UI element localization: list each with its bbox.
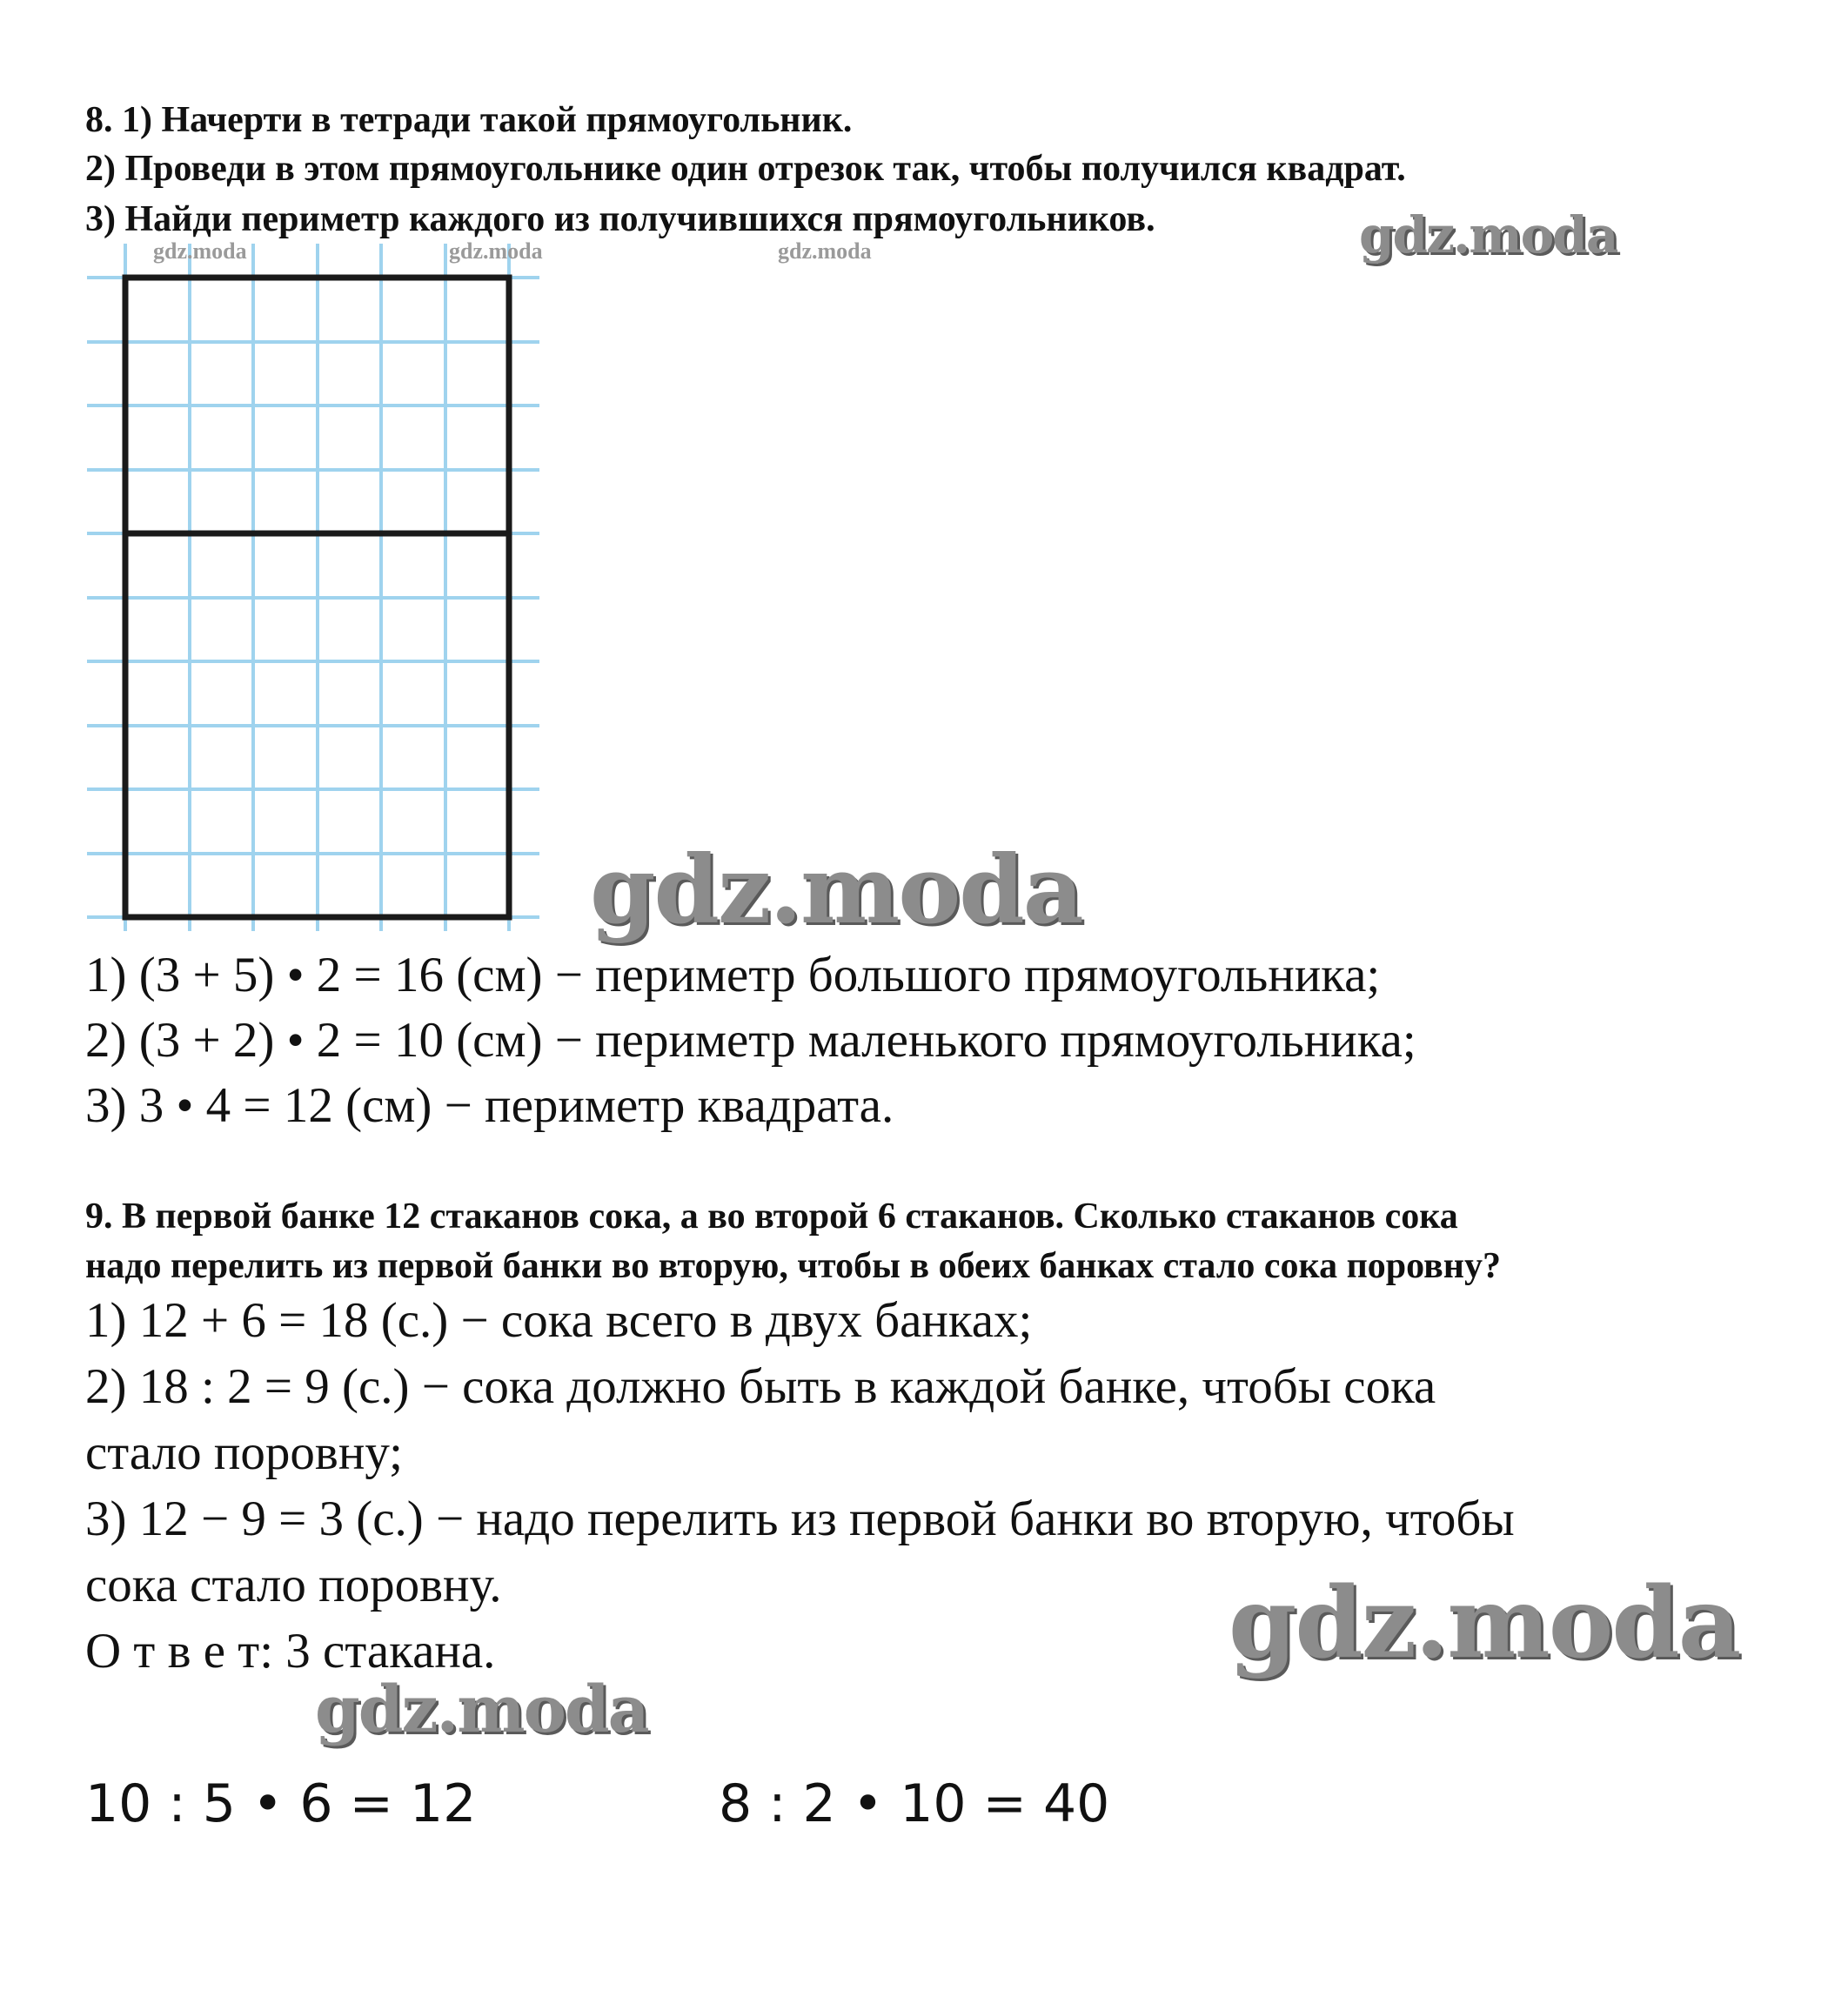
task9-answer-line-1: 1) 12 + 6 = 18 (с.) − сока всего в двух банках; [85, 1293, 1033, 1348]
task8-answer-line-2: 2) (3 + 2) • 2 = 10 (см) − периметр маленького прямоугольника; [85, 1013, 1416, 1068]
task9-answer-line-2: 2) 18 : 2 = 9 (с.) − сока должно быть в каждой банке, чтобы сока [85, 1359, 1436, 1414]
watermark-small-1: gdz.moda [153, 238, 247, 264]
task8-answer-line-3: 3) 3 • 4 = 12 (см) − периметр квадрата. [85, 1078, 894, 1133]
task9-answer-line-3: стало поровну; [85, 1425, 403, 1480]
watermark-small-3: gdz.moda [778, 238, 872, 264]
graph-paper-grid [87, 244, 539, 931]
task9-statement-line-2: надо перелить из первой банки во вторую, чтобы в обеих банках стало сока поровну? [85, 1246, 1501, 1286]
task8-statement-line-1: 8. 1) Начерти в тетради такой прямоугольник. [85, 100, 853, 140]
watermark-top-right: gdz.moda [1359, 205, 1617, 265]
watermark-right: gdz.moda [1229, 1566, 1740, 1680]
expression-left: 10 : 5 • 6 = 12 [85, 1773, 477, 1834]
watermark-small-2: gdz.moda [449, 238, 543, 264]
task9-answer-line-5: сока стало поровну. [85, 1558, 502, 1612]
task8-statement-line-3: 3) Найди периметр каждого из получившихся прямоугольников. [85, 199, 1155, 239]
task9-answer-line-6: О т в е т: 3 стакана. [85, 1624, 496, 1679]
task8-statement-line-2: 2) Проведи в этом прямоугольнике один отрезок так, чтобы получился квадрат. [85, 149, 1406, 189]
expression-right: 8 : 2 • 10 = 40 [719, 1773, 1110, 1834]
watermark-lower-left: gdz.moda [315, 1672, 648, 1747]
task9-answer-line-4: 3) 12 − 9 = 3 (с.) − надо перелить из первой банки во вторую, чтобы [85, 1491, 1515, 1546]
task9-statement-line-1: 9. В первой банке 12 стаканов сока, а во второй 6 стаканов. Сколько стаканов сока [85, 1196, 1458, 1237]
graph-paper-figure [87, 244, 539, 931]
task8-answer-line-1: 1) (3 + 5) • 2 = 16 (см) − периметр большого прямоугольника; [85, 948, 1381, 1002]
watermark-center: gdz.moda [590, 835, 1082, 945]
